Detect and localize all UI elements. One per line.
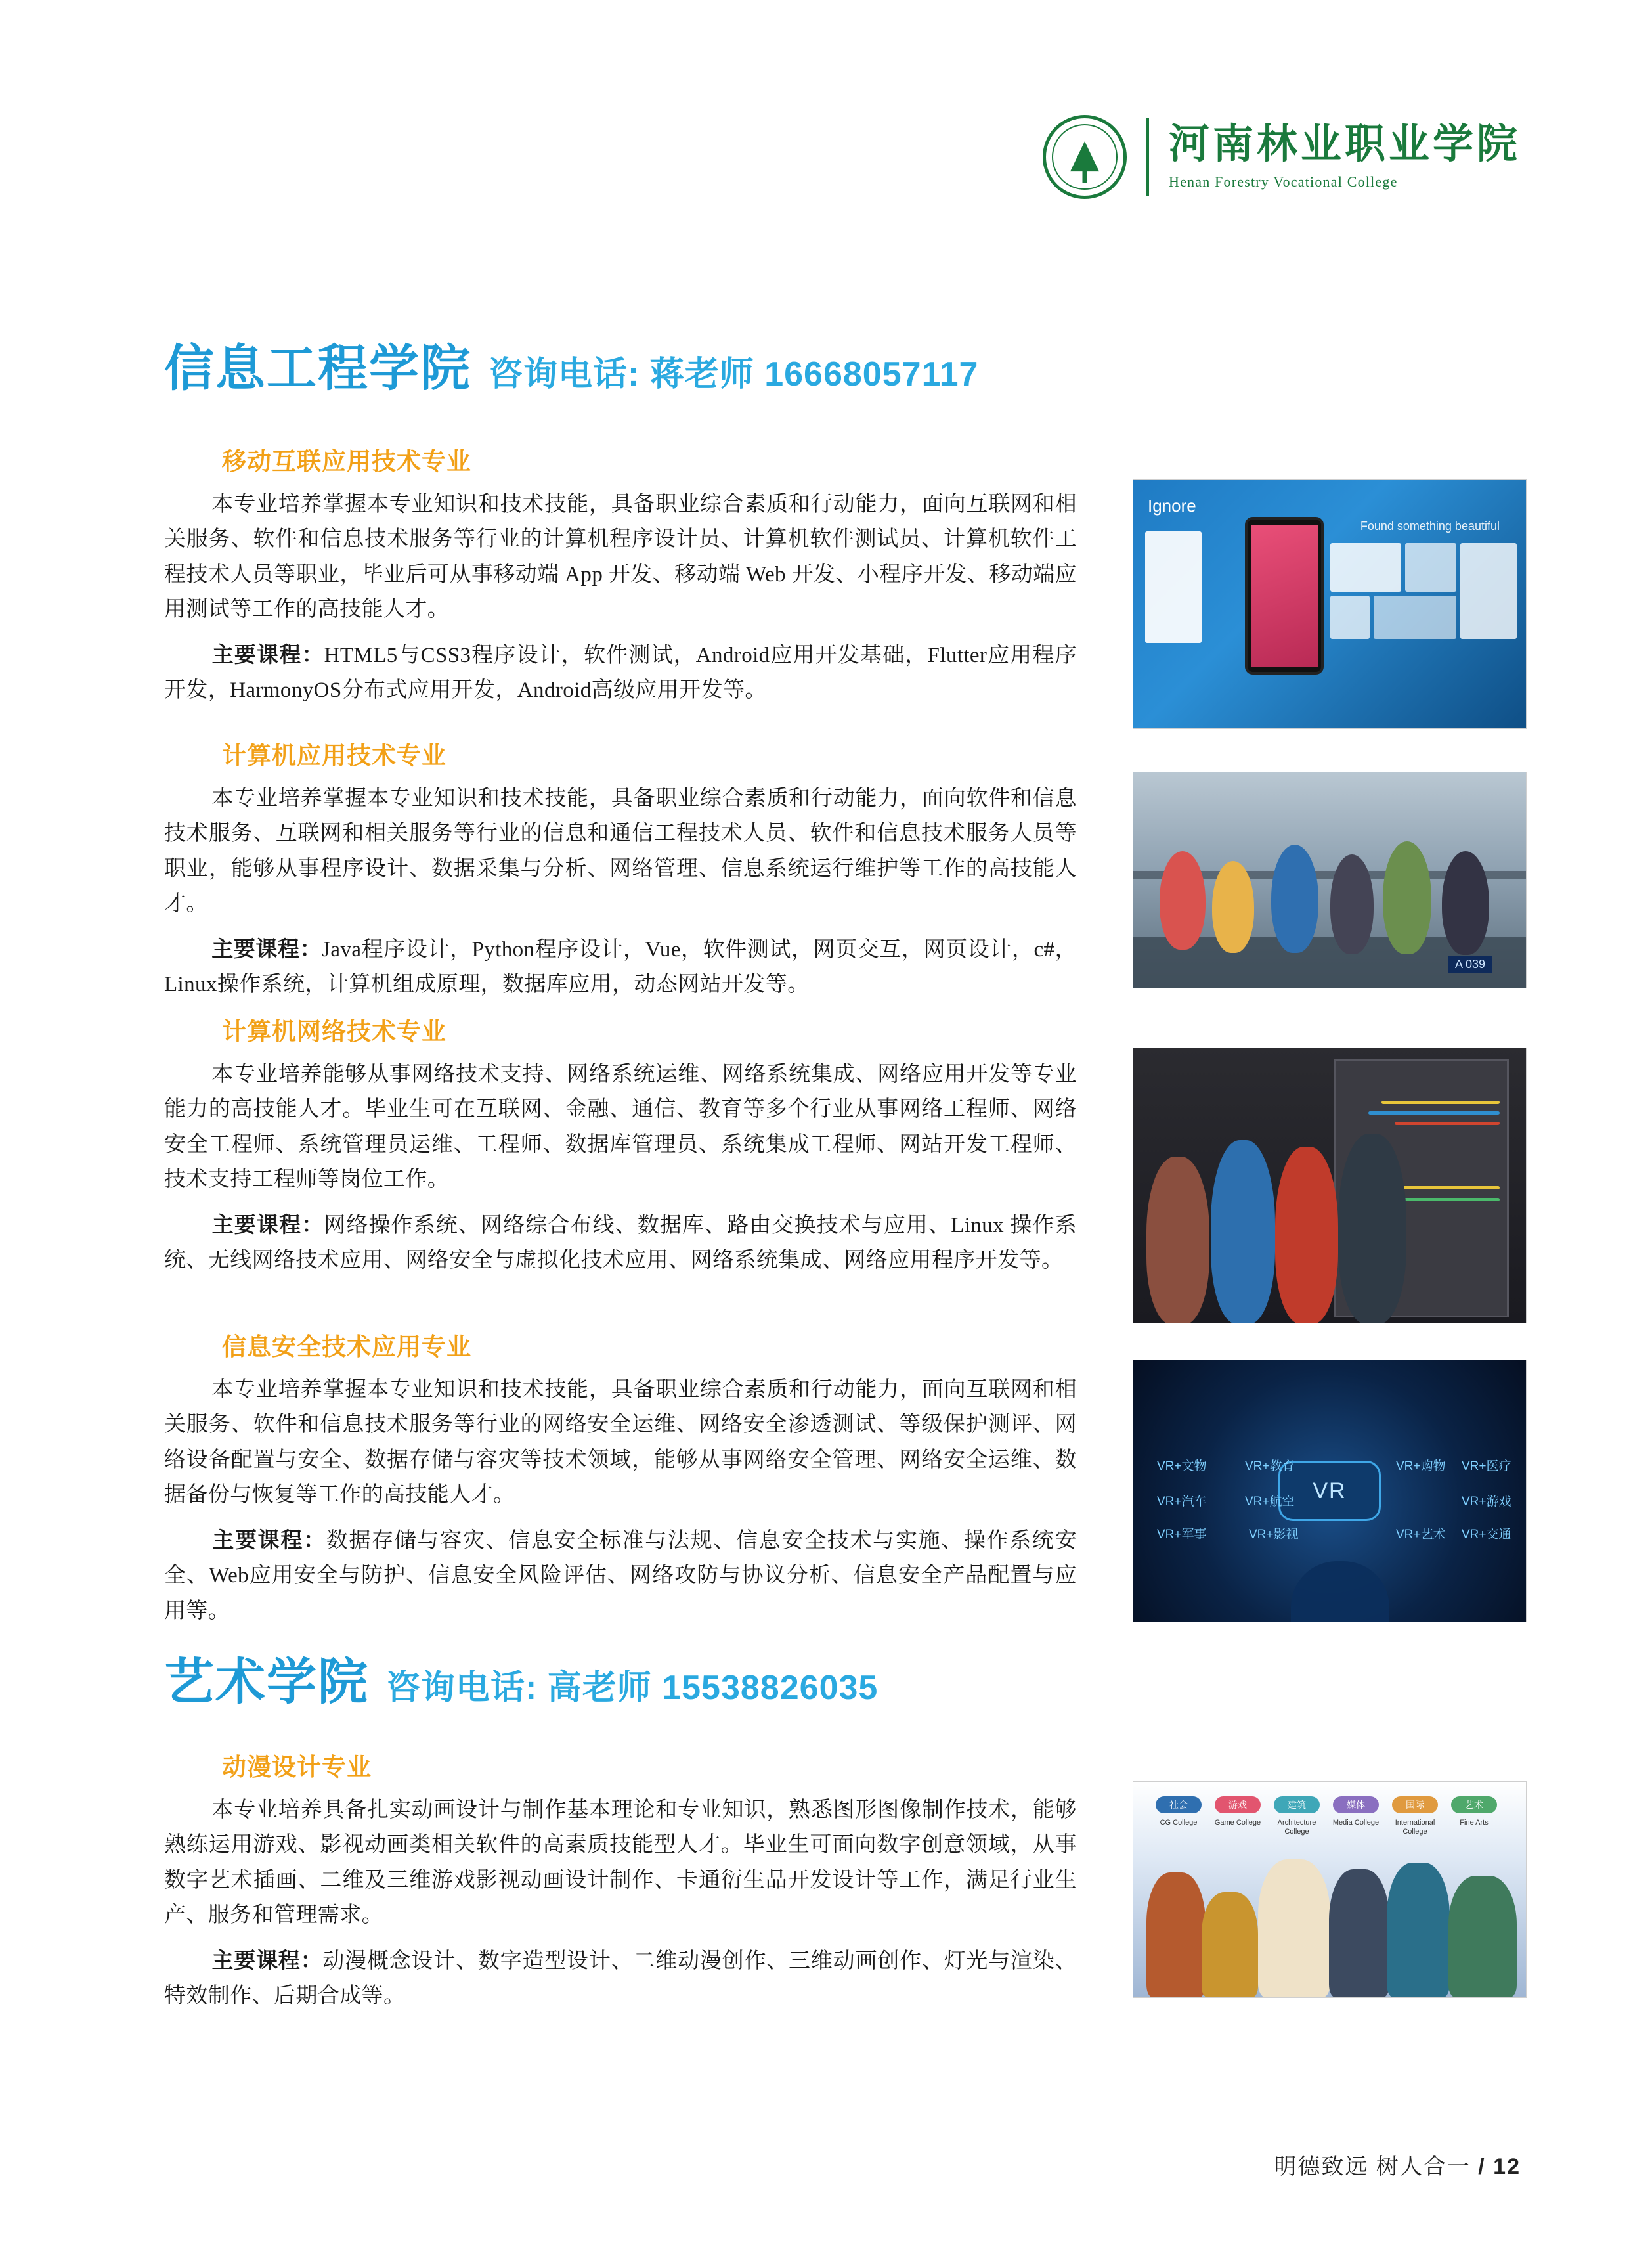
major-title: 移动互联应用技术专业 (222, 448, 471, 475)
animation-characters-photo (1133, 1781, 1527, 1998)
major-courses: 主要课程：数据存储与容灾、信息安全标准与法规、信息安全技术与实施、操作系统安全、Web应用安全与防护、信息安全风险评估、网络攻防与协议分析、信息安全产品配置与应用等。 (164, 1528, 1077, 1623)
photo-chip: 媒体 (1333, 1796, 1379, 1813)
photo-caption: Ignore (1148, 496, 1196, 516)
photo-chip-label: CG College (1160, 1819, 1198, 1826)
section-title: 艺术学院 (164, 1654, 369, 1710)
vr-tag: VR+游戏 (1462, 1495, 1511, 1509)
photo-chip-label: Media College (1332, 1819, 1380, 1826)
page-footer (1274, 2148, 1521, 2181)
photo-caption: A 039 (1448, 956, 1492, 973)
mobile-app-screens-photo (1133, 479, 1527, 729)
section-title: 信息工程学院 (164, 341, 471, 397)
section-art-college (164, 1642, 1510, 1714)
vr-tag: VR+汽车 (1157, 1495, 1207, 1509)
major-intro: 本专业培养掌握本专业知识和技术技能，具备职业综合素质和行动能力，面向互联网和相关服务、软件和信息技术服务等行业的网络安全运维、网络安全渗透测试、等级保护测评、网络设备配置与安全、数据存储与容灾等技术领域，能够从事网络安全管理、网络安全运维、数据备份与恢复等工作的高技能人才。 (164, 1378, 1077, 1507)
vr-tag: VR+军事 (1157, 1528, 1207, 1541)
major-title: 信息安全技术应用专业 (222, 1333, 471, 1360)
vr-tag: VR+文物 (1157, 1459, 1207, 1473)
major-courses: 主要课程：HTML5与CSS3程序设计，软件测试，Android应用开发基础，Flutter应用程序开发，HarmonyOS分布式应用开发，Android高级应用开发等。 (164, 643, 1077, 703)
college-seal-icon (1043, 115, 1127, 199)
section-contact: 咨询电话: 高老师 15538826035 (386, 1669, 879, 1707)
major-title: 计算机网络技术专业 (222, 1018, 446, 1045)
section-heading (164, 328, 1510, 400)
section-contact: 咨询电话: 蒋老师 16668057117 (489, 355, 979, 393)
major-intro: 本专业培养掌握本专业知识和技术技能，具备职业综合素质和行动能力，面向互联网和相关服务、软件和信息技术服务等行业的计算机程序设计员、计算机软件测试员、计算机软件工程技术人员等职业，毕业后可从事移动端 App 开发、移动端 Web 开发、小程序开发、移动端应用测试等工作的高技能人才。 (164, 493, 1077, 622)
vr-tag: VR+航空 (1245, 1495, 1295, 1509)
photo-chip: 建筑 (1274, 1796, 1320, 1813)
photo-caption-secondary: Found something beautiful (1360, 520, 1500, 533)
photo-chip-label: Game College (1214, 1819, 1261, 1826)
photo-chip: 国际 (1392, 1796, 1438, 1813)
major-intro: 本专业培养掌握本专业知识和技术技能，具备职业综合素质和行动能力，面向软件和信息技术服务、互联网和相关服务等行业的信息和通信工程技术人员、软件和信息技术服务人员等职业，能够从事程序设计、数据采集与分析、网络管理、信息系统运行维护等工作的高技能人才。 (164, 787, 1077, 916)
photo-chip-label: Fine Arts (1460, 1819, 1489, 1826)
photo-chip: 社会 (1156, 1796, 1202, 1813)
vr-tag: VR+医疗 (1462, 1459, 1511, 1473)
college-name-cn: 河南林业职业学院 (1168, 122, 1521, 167)
vr-tag: VR+教育 (1245, 1459, 1295, 1473)
logo-divider (1146, 118, 1149, 196)
major-courses: 主要课程：Java程序设计，Python程序设计，Vue，软件测试，网页交互，网页设计，c#，Linux操作系统，计算机组成原理，数据库应用，动态网站开发等。 (164, 937, 1077, 997)
college-name-en: Henan Forestry Vocational College (1168, 173, 1398, 190)
major-courses: 主要课程：动漫概念设计、数字造型设计、二维动漫创作、三维动画创作、灯光与渲染、特效制作、后期合成等。 (164, 1949, 1077, 2008)
major-title: 动漫设计专业 (222, 1754, 372, 1781)
major-courses: 主要课程：网络操作系统、网络综合布线、数据库、路由交换技术与应用、Linux 操作系统、无线网络技术应用、网络安全与虚拟化技术应用、网络系统集成、网络应用程序开发等。 (164, 1213, 1077, 1273)
server-room-training-photo (1133, 1048, 1527, 1323)
photo-chip-label: Architecture College (1277, 1819, 1316, 1836)
page-number: / 12 (1478, 2154, 1521, 2179)
college-logo (1043, 115, 1521, 199)
photo-chip: 艺术 (1451, 1796, 1497, 1813)
section-heading (164, 1642, 1510, 1714)
vr-tag: VR+交通 (1462, 1528, 1511, 1541)
photo-chip-label: International College (1395, 1819, 1435, 1836)
vr-tag: VR+购物 (1396, 1459, 1446, 1473)
major-title: 计算机应用技术专业 (222, 742, 446, 769)
major-intro: 本专业培养能够从事网络技术支持、网络系统运维、网络系统集成、网络应用开发等专业能力的高技能人才。毕业生可在互联网、金融、通信、教育等多个行业从事网络工程师、网络安全工程师、系统管理员运维、工程师、数据库管理员、系统集成工程师、网站开发工程师、技术支持工程师等岗位工作。 (164, 1063, 1077, 1192)
vr-technology-photo (1133, 1360, 1527, 1622)
vr-tag: VR+艺术 (1396, 1528, 1446, 1541)
computer-lab-students-photo (1133, 772, 1527, 988)
footer-motto: 明德致远 树人合一 (1274, 2154, 1471, 2179)
section-info-engineering (164, 328, 1510, 400)
photo-chip: 游戏 (1215, 1796, 1261, 1813)
vr-tag: VR+影视 (1249, 1528, 1299, 1541)
vr-headset-icon: VR (1278, 1461, 1381, 1521)
major-intro: 本专业培养具备扎实动画设计与制作基本理论和专业知识，熟悉图形图像制作技术，能够熟练运用游戏、影视动画类相关软件的高素质技能型人才。毕业生可面向数字创意领域，从事数字艺术插画、二维及三维游戏影视动画设计制作、卡通衍生品开发设计等工作，满足行业生产、服务和管理需求。 (164, 1798, 1077, 1928)
